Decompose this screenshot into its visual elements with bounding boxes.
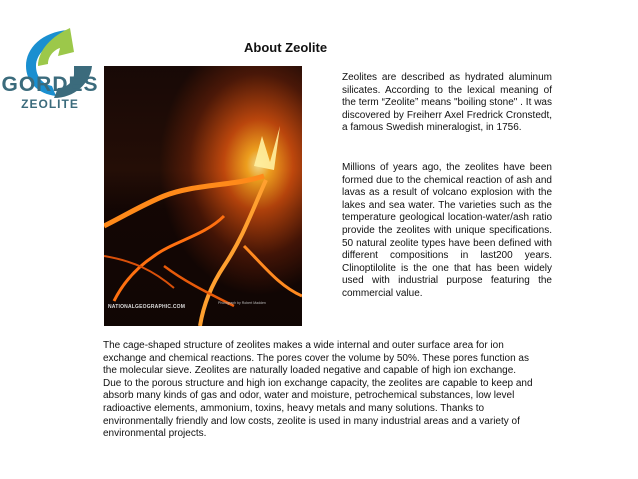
intro-paragraph: Zeolites are described as hydrated aluminum silicates. According to the lexical meaning of the term “Zeolite” means "boiling stone" . It was discovered by Freiherr Axel Fredrick Cronstedt, a famous Swedish mineralogist, in 1756. bbox=[342, 72, 552, 134]
formation-paragraph: Millions of years ago, the zeolites have been formed due to the chemical reaction of ash and lavas as a result of volcano explosion with the lakes and sea water. The varieties such as the temperature geological location-water/ash ratio provide the zeolites with unique specifications. 50 natural zeolite types have been defined with different compositions in last200 years. Clinoptilolite is the one that has been widely used with industrial purpose featuring the commercial value. bbox=[342, 162, 552, 299]
brand-subtitle: ZEOLITE bbox=[21, 97, 79, 111]
page-title: About Zeolite bbox=[244, 40, 328, 55]
structure-paragraph: The cage-shaped structure of zeolites makes a wide internal and outer surface area for ion exchange and chemical reactions. The pores cover the volume by 50%. These pores function as the molecular sieve. Zeolites are naturally loaded negative and capable of high ion exchange. Due to the porous structure and high ion exchange capacity, the zeolites are capable to keep and absorb many kinds of gas and odor, water and moisture, petrochemical substances, low level radioactive elements, ammonium, toxins, heavy metals and many solutions. Thanks to environmentally friendly and low costs, zeolite is used in many industrial areas and a variety of environmental projects. bbox=[103, 340, 533, 440]
brand-name: GORDES bbox=[1, 73, 99, 96]
volcano-image bbox=[104, 66, 302, 326]
photo-caption: Photograph by Robert Madden bbox=[218, 301, 266, 305]
photo-credit: NATIONALGEOGRAPHIC.COM bbox=[108, 304, 186, 310]
